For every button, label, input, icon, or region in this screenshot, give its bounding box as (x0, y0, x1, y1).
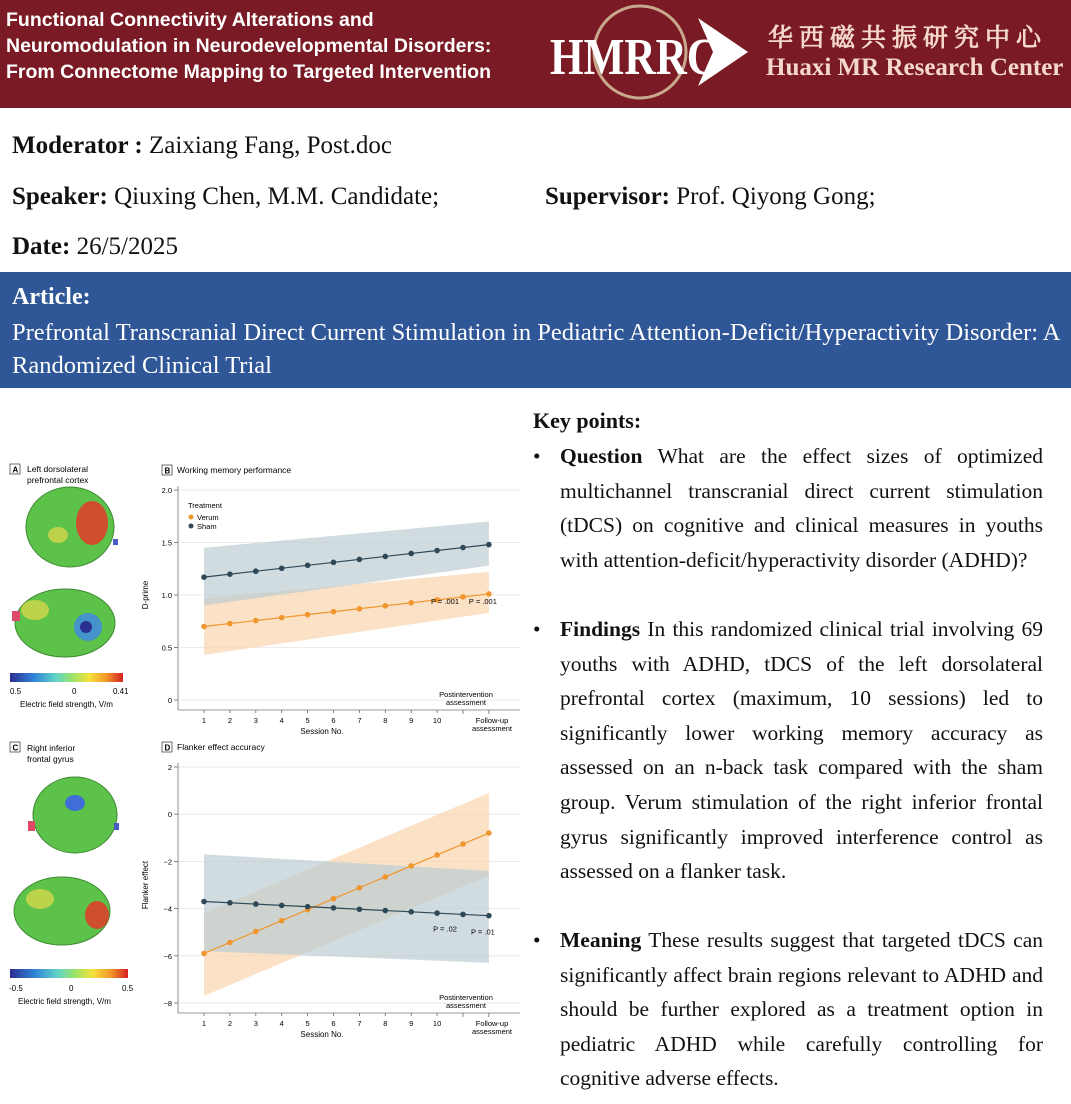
data-point-verum (408, 600, 414, 606)
panel-c-label: Right inferior (27, 743, 76, 753)
date-line (12, 233, 178, 261)
scale-a-label: Electric field strength, V/m (20, 700, 113, 709)
followup-label: assessment (471, 724, 513, 733)
data-point-verum (227, 621, 233, 627)
supervisor-line (545, 183, 876, 211)
key-point-text: These results suggest that targeted tDCS can significantly affect brain regions relevant to ADHD and should be further explored as a treatment option in pediatric ADHD while carefully controlling for cognitive adverse effects. (560, 928, 1043, 1091)
y-tick-label: 1.0 (161, 591, 172, 600)
x-tick-label: 6 (331, 1019, 336, 1028)
y-tick-label: 0 (167, 696, 172, 705)
scale-c-max: 0.5 (122, 984, 134, 993)
key-point-term: Meaning (560, 928, 642, 952)
x-tick-label: 10 (432, 1019, 442, 1028)
postintervention-label: Postintervention (439, 993, 493, 1002)
y-tick-label: −8 (163, 999, 172, 1008)
y-tick-label: 2.0 (161, 486, 172, 495)
data-point-verum (227, 940, 233, 946)
data-point-sham (383, 554, 389, 560)
postintervention-label: assessment (445, 698, 487, 707)
x-tick-label: 8 (383, 1019, 388, 1028)
panel-c (9, 742, 134, 1006)
data-point-verum (434, 852, 440, 858)
key-point-text: In this randomized clinical trial involving 69 youths with ADHD, tDCS of the left dorsolateral prefrontal cortex (maximum, 10 sessions) led to significantly lower working memory accuracy as assessed on an n-back task compared with the sham group. Verum stimulation of the right inferior frontal gyrus significantly improved interference control as assessed on a flanker task. (560, 617, 1043, 884)
x-tick-label: 2 (227, 716, 232, 725)
y-tick-label: 2 (167, 763, 172, 772)
postintervention-label: assessment (445, 1001, 487, 1010)
x-tick-label: 2 (227, 1019, 232, 1028)
data-point-verum (331, 896, 337, 902)
data-point-sham (408, 909, 414, 915)
x-tick-label: 6 (331, 716, 336, 725)
data-point-verum (253, 618, 259, 624)
data-point-sham (201, 899, 207, 905)
panel-letter: B (164, 466, 171, 476)
followup-label: assessment (471, 1027, 513, 1036)
x-tick-label: 1 (201, 716, 207, 725)
moderator-line (12, 132, 392, 160)
center-name-en: Huaxi MR Research Center (766, 54, 1064, 81)
data-point-verum (357, 885, 363, 891)
title-line: Neuromodulation in Neurodevelopmental Disorders: (6, 35, 492, 57)
y-tick-label: 1.5 (161, 538, 172, 548)
panel-a-label: prefrontal cortex (27, 475, 89, 485)
data-point-verum (201, 951, 207, 957)
panel-c-letter: C (12, 743, 19, 753)
key-point-text: What are the effect sizes of optimized multichannel transcranial direct current stimulation (tDCS) on cognitive and clinical measures in youths with attention-deficit/hyperactivity disorder (ADHD)? (560, 444, 1043, 572)
scale-c-min: -0.5 (9, 984, 23, 993)
panel-b (141, 465, 520, 736)
study-figure (0, 445, 530, 1045)
scale-a-mid: 0 (72, 687, 77, 696)
x-tick-label: 9 (409, 1019, 414, 1028)
scale-a-max: 0.41 (113, 687, 129, 696)
chart-title: Working memory performance (177, 465, 292, 475)
data-point-sham (331, 905, 337, 911)
scale-c-label: Electric field strength, V/m (18, 997, 111, 1006)
p-value-postintervention: P = .001 (430, 596, 460, 606)
panel-a-label: Left dorsolateral (27, 464, 88, 474)
moderator-label: Moderator : (12, 132, 143, 159)
legend-marker-verum (189, 515, 194, 520)
data-point-verum (486, 591, 492, 597)
panel-c-label: frontal gyrus (27, 754, 74, 764)
data-point-sham (357, 906, 363, 912)
data-point-verum (279, 918, 285, 924)
p-value-followup: P = .01 (470, 927, 495, 937)
title-line: Functional Connectivity Alterations and (6, 9, 374, 31)
article-title: Prefrontal Transcranial Direct Current Stimulation in Pediatric Attention-Deficit/Hyperactivity Disorder: A Randomized Clinical Trial (12, 319, 1060, 379)
x-tick-label: 1 (201, 1019, 207, 1028)
p-value-followup: P = .001 (468, 596, 497, 606)
data-point-sham (331, 560, 337, 566)
x-tick-label: 7 (357, 716, 362, 725)
moderator-value: Zaixiang Fang, Post.doc (149, 132, 393, 159)
key-point-term: Question (560, 444, 643, 468)
data-point-sham (460, 912, 466, 918)
scale-c-mid: 0 (69, 984, 74, 993)
x-tick-label: 7 (357, 1019, 362, 1028)
x-tick-label: 3 (253, 1019, 258, 1028)
postintervention-label: Postintervention (439, 690, 493, 699)
y-tick-label: −4 (163, 904, 172, 914)
x-axis-label: Session No. (300, 727, 344, 736)
article-label: Article: (12, 284, 91, 310)
data-point-sham (408, 551, 414, 557)
header-banner (0, 0, 1071, 108)
data-point-sham (279, 565, 285, 571)
x-tick-label: 5 (305, 1019, 310, 1028)
data-point-sham (227, 900, 233, 906)
speaker-label: Speaker: (12, 183, 108, 210)
x-tick-label: 4 (279, 716, 284, 725)
data-point-verum (460, 594, 466, 600)
legend-label: Verum (197, 513, 219, 522)
article-banner (0, 272, 1071, 388)
key-points-heading: Key points: (533, 408, 642, 433)
legend-title: Treatment (188, 501, 222, 510)
x-tick-label: 3 (253, 716, 258, 725)
data-point-sham (486, 542, 492, 548)
data-point-sham (486, 913, 492, 919)
date-value: 26/5/2025 (76, 233, 178, 260)
data-point-verum (357, 606, 363, 612)
data-point-sham (383, 908, 389, 914)
data-point-verum (383, 603, 389, 609)
data-point-sham (201, 574, 207, 580)
panel-letter: D (164, 743, 171, 753)
x-tick-label: 8 (383, 716, 388, 725)
followup-label: Follow-up (475, 716, 509, 725)
x-tick-label: 5 (305, 716, 310, 725)
panel-d (141, 742, 520, 1039)
x-tick-label: 10 (432, 716, 442, 725)
y-tick-label: 0 (167, 810, 172, 820)
y-tick-label: −6 (163, 951, 172, 961)
data-point-sham (227, 571, 233, 577)
bullet-icon: • (533, 617, 541, 641)
p-value-postintervention: P = .02 (433, 924, 457, 934)
data-point-verum (305, 612, 311, 618)
logo-text: HMRRC (550, 29, 718, 86)
data-point-verum (253, 929, 259, 935)
x-axis-label: Session No. (300, 1030, 344, 1039)
x-tick-label: 9 (409, 716, 414, 725)
data-point-sham (253, 901, 259, 907)
key-point-findings (533, 612, 1043, 889)
conference-title (6, 7, 491, 85)
data-point-sham (305, 904, 311, 910)
legend-label: Sham (197, 522, 217, 531)
brain-top-view (33, 777, 117, 853)
data-point-sham (305, 563, 311, 569)
supervisor-value: Prof. Qiyong Gong; (676, 183, 876, 210)
data-point-sham (357, 557, 363, 563)
date-label: Date: (12, 233, 71, 260)
key-point-question (533, 439, 1043, 577)
panel-a (10, 464, 129, 709)
data-point-sham (460, 545, 466, 551)
chart-title: Flanker effect accuracy (177, 742, 265, 752)
data-point-verum (279, 615, 285, 621)
data-point-verum (408, 863, 414, 869)
panel-a-letter: A (12, 465, 19, 475)
y-tick-label: −2 (163, 857, 172, 867)
x-tick-label: 4 (279, 1019, 284, 1028)
data-point-verum (383, 874, 389, 880)
y-axis-label: Flanker effect (141, 860, 150, 910)
legend-marker-sham (189, 524, 194, 529)
data-point-verum (460, 841, 466, 847)
supervisor-label: Supervisor: (545, 183, 670, 210)
data-point-verum (201, 624, 207, 630)
y-axis-label: D-prime (141, 580, 150, 610)
hmrrc-logo (548, 0, 748, 108)
data-point-sham (434, 910, 440, 916)
data-point-sham (279, 903, 285, 909)
y-tick-label: 0.5 (161, 643, 172, 653)
speaker-value: Qiuxing Chen, M.M. Candidate; (114, 183, 440, 210)
bullet-icon: • (533, 928, 541, 952)
data-point-verum (331, 609, 337, 615)
center-name-cn: 华西磁共振研究中心 (768, 23, 1048, 52)
title-line: From Connectome Mapping to Targeted Intervention (6, 61, 491, 83)
data-point-sham (253, 568, 259, 574)
speaker-line (12, 183, 439, 211)
data-point-sham (434, 548, 440, 554)
followup-label: Follow-up (475, 1019, 509, 1028)
key-point-meaning (533, 923, 1043, 1096)
data-point-verum (486, 830, 492, 836)
key-point-term: Findings (560, 617, 641, 641)
bullet-icon: • (533, 444, 541, 468)
scale-a-min: 0.5 (10, 687, 22, 696)
